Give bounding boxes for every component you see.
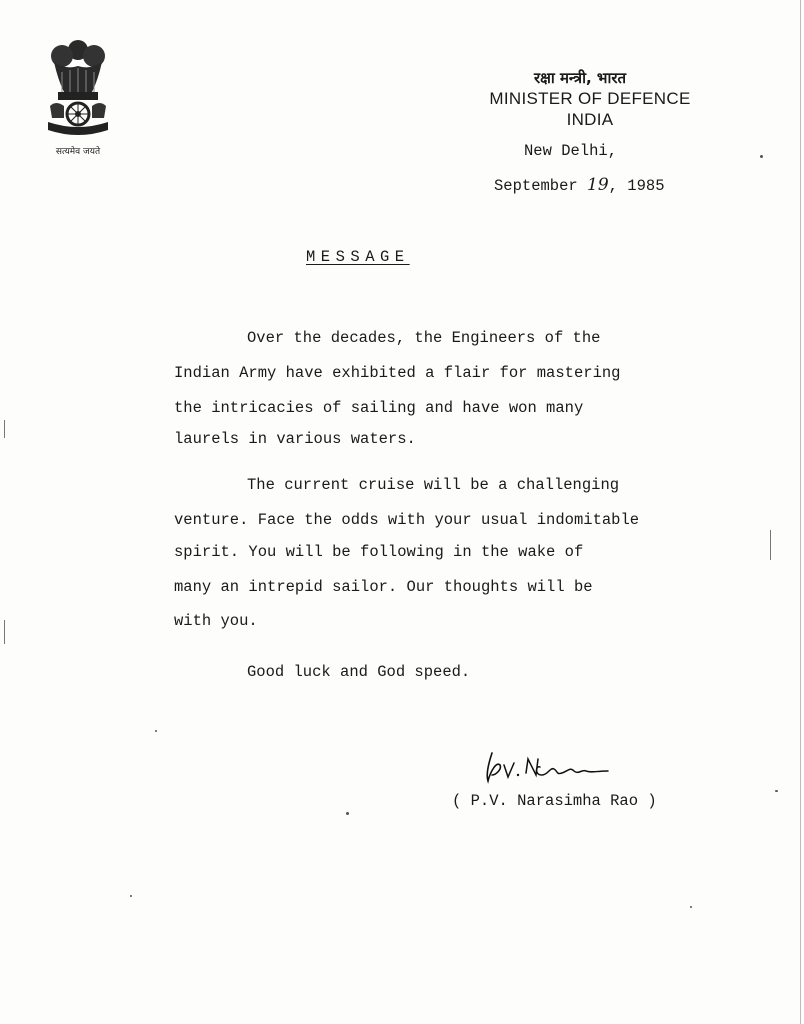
paragraph-line: The current cruise will be a challenging: [247, 476, 620, 494]
letterhead-country: INDIA: [566, 110, 614, 129]
scan-speck: [775, 790, 778, 792]
closing-line: Good luck and God speed.: [247, 663, 471, 681]
paragraph-line: venture. Face the odds with your usual indomitable: [174, 511, 640, 529]
scan-edge-mark: [770, 530, 771, 560]
date-line: September 19, 1985: [494, 175, 665, 195]
scan-edge-mark: [4, 620, 5, 644]
place-line: New Delhi,: [524, 142, 618, 160]
scan-edge-mark: [4, 420, 5, 438]
paragraph-line: Indian Army have exhibited a flair for mastering: [174, 364, 621, 382]
signatory-name: ( P.V. Narasimha Rao ): [452, 792, 657, 810]
message-heading: MESSAGE: [306, 248, 410, 266]
letterhead-title: MINISTER OF DEFENCE: [489, 89, 691, 108]
scan-speck: [690, 906, 692, 908]
date-day: 19: [587, 175, 609, 195]
date-year: 1985: [627, 177, 665, 195]
paragraph-line: spirit. You will be following in the wake of: [174, 543, 584, 561]
letterhead-hindi-title: रक्षा मन्त्री, भारत: [533, 69, 627, 87]
paragraph-line: the intricacies of sailing and have won many: [174, 399, 584, 417]
handwritten-signature: [478, 745, 628, 795]
scan-speck: [155, 730, 157, 732]
state-emblem: [40, 36, 116, 160]
paragraph-line: many an intrepid sailor. Our thoughts will be: [174, 578, 593, 596]
scan-speck: [760, 155, 763, 158]
scan-edge-mark: [800, 0, 801, 1024]
paragraph-line: laurels in various waters.: [174, 430, 416, 448]
scan-speck: [130, 895, 132, 897]
date-month: September: [494, 177, 578, 195]
signature-icon: [478, 745, 628, 795]
paragraph-line: Over the decades, the Engineers of the: [247, 329, 601, 347]
lion-capital-icon: [40, 36, 116, 144]
emblem-motto: सत्यमेव जयते: [55, 147, 101, 157]
scan-speck: [346, 812, 349, 815]
paragraph-line: with you.: [174, 612, 258, 630]
